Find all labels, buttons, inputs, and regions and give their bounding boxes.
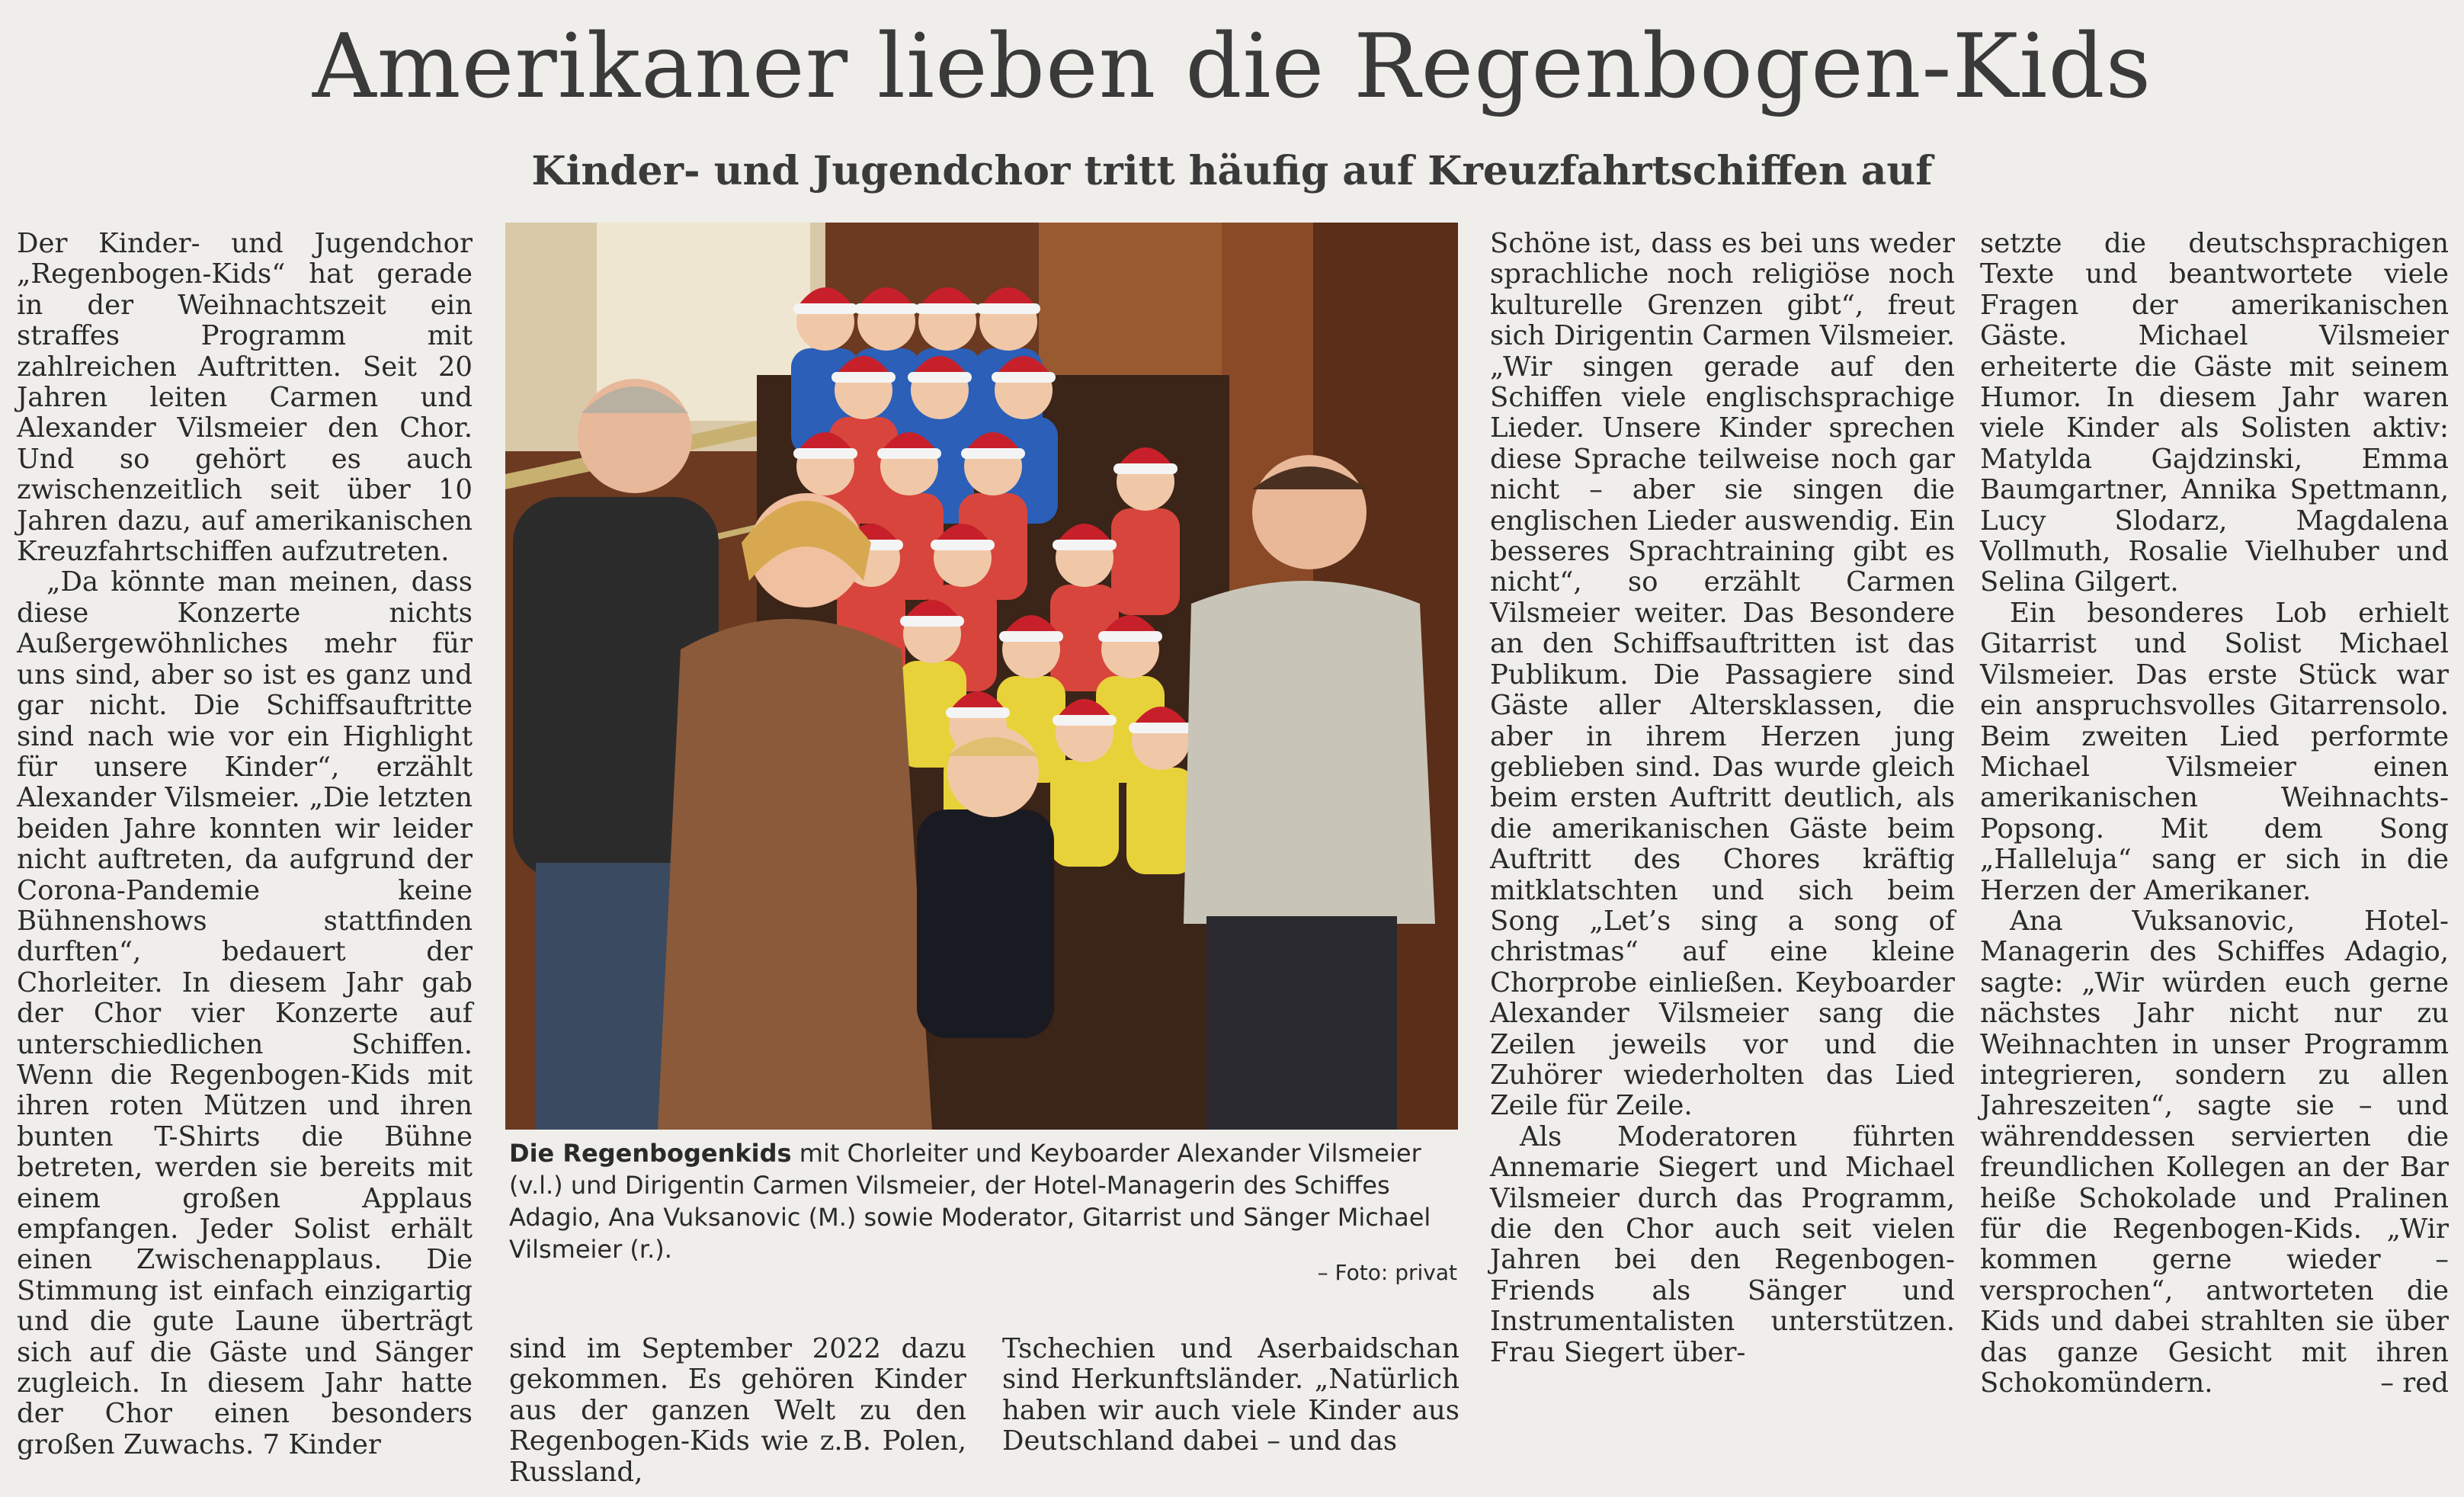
author-signature: – red bbox=[2380, 1367, 2449, 1399]
paragraph: Ein besonderes Lob erhielt Gitarrist und Solist Michael Vilsmeier. Das erste Stück war ein anspruchsvolles Gitarrensolo. Beim zweiten Lied performte Michael Vilsmeier einen amerikanischen Weihnachts-Popsong. Mit dem Song „Halleluja“ sang er sich in die Herzen der Amerikaner. bbox=[1980, 597, 2449, 906]
article-column-4 bbox=[1490, 229, 1955, 1368]
caption-text: mit Chorleiter und Keyboarder Alexander Vilsmeier (v.l.) und Dirigentin Carmen Vilsmeier, der Hotel-Managerin des Schiffes Adagio, Ana Vuksanovic (M.) sowie Moderator, Gitarrist und Sänger Michael Vilsmeier (r.). bbox=[509, 1139, 1431, 1264]
headline: Amerikaner lieben die Regenbogen-Kids bbox=[312, 15, 2152, 118]
paragraph: „Da könnte man meinen, dass diese Konzerte nichts Außergewöhnliches mehr für uns sind, aber so ist es ganz und gar nicht. Die Schiffsauftritte sind nach wie vor ein Highlight für unsere Kinder“, erzählt Alexander Vilsmeier. „Die letzten beiden Jahre konnten wir leider nicht auftreten, da aufgrund der Corona-Pandemie keine Bühnenshows stattfinden durften“, bedauert der Chorleiter. In diesem Jahr gab der Chor vier Konzerte auf unterschiedlichen Schiffen. Wenn die Regenbogen-Kids mit ihren roten Mützen und ihren bunten T-Shirts die Bühne betreten, werden sie bereits mit einem großen Applaus empfangen. Jeder Solist erhält einen Zwischenapplaus. Die Stimmung ist einfach einzigartig und die gute Laune überträgt sich auf die Gäste und Sänger zugleich. In diesem Jahr hatte der Chor einen besonders großen Zuwachs. 7 Kinder bbox=[17, 566, 473, 1460]
paragraph: setzte die deutschsprachigen Texte und beantwortete viele Fragen der amerikanischen Gäste. Michael Vilsmeier erheiterte die Gäste mit seinem Humor. In diesem Jahr waren viele Kinder als Solisten aktiv: Matylda Gajdzinski, Emma Baumgartner, Annika Spettmann, Lucy Slodarz, Magdalena Vollmuth, Rosalie Vielhuber und Selina Gilgert. bbox=[1980, 228, 2449, 598]
paragraph-text: Ana Vuksanovic, Hotel-Managerin des Schiffes Adagio, sagte: „Wir würden euch gerne nächstes Jahr nicht nur zu Weihnachten in unser Programm integrieren, sondern zu allen Jahreszeiten“, sagte sie – und währenddessen servierten die freundlichen Kollegen an der Bar heiße Schokolade und Pralinen für die Regenbogen-Kids. „Wir kommen gerne wieder – versprochen“, antworteten die Kids und dabei strahlten sie über das ganze Gesicht mit ihren Schokomündern. bbox=[1980, 905, 2449, 1399]
paragraph: Tschechien und Aserbaidschan sind Herkunftsländer. „Natürlich haben wir auch viele Kinder aus Deutschland dabei – und das bbox=[1002, 1333, 1459, 1457]
caption-bold: Die Regenbogenkids bbox=[509, 1139, 792, 1168]
article-column-5 bbox=[1980, 229, 2449, 1399]
choir-photo bbox=[505, 223, 1458, 1130]
article-column-1 bbox=[17, 229, 473, 1460]
subheadline: Kinder- und Jugendchor tritt häufig auf Kreuzfahrtschiffen auf bbox=[531, 148, 1933, 194]
photo-credit: – Foto: privat bbox=[1317, 1260, 1457, 1285]
article-column-3-bottom bbox=[1002, 1334, 1459, 1457]
paragraph: Der Kinder- und Jugendchor „Regenbogen-Kids“ hat gerade in der Weihnachtszeit ein straffes Programm mit zahlreichen Auftritten. Seit 20 Jahren leiten Carmen und Alexander Vilsmeier den Chor. Und so gehört es auch zwischenzeitlich seit über 10 Jahren dazu, auf amerikanischen Kreuzfahrtschiffen aufzutreten. bbox=[17, 228, 473, 568]
paragraph: sind im September 2022 dazu gekommen. Es gehören Kinder aus der ganzen Welt zu den Regenbogen-Kids wie z.B. Polen, Russland, bbox=[509, 1333, 966, 1488]
article-column-2-bottom bbox=[509, 1334, 966, 1488]
paragraph: Schöne ist, dass es bei uns weder sprachliche noch religiöse noch kulturelle Grenzen gibt“, freut sich Dirigentin Carmen Vilsmeier. „Wir singen gerade auf den Schiffen viele englischsprachige Lieder. Unsere Kinder sprechen diese Sprache teilweise noch gar nicht – aber sie singen die englischen Lieder auswendig. Ein besseres Sprachtraining gibt es nicht“, so erzählt Carmen Vilsmeier weiter. Das Besondere an den Schiffsauftritten ist das Publikum. Die Passagiere sind Gäste aller Altersklassen, die aber in ihrem Herzen jung geblieben sind. Das wurde gleich beim ersten Auftritt deutlich, als die amerikanischen Gäste beim Auftritt des Chores kräftig mitklatschten und sich beim Song „Let’s sing a song of christmas“ auf eine kleine Chorprobe einließen. Keyboarder Alexander Vilsmeier sang die Zeilen jeweils vor und die Zuhörer wiederholten das Lied Zeile für Zeile. bbox=[1490, 228, 1955, 1122]
photo-caption bbox=[509, 1137, 1458, 1265]
paragraph: Als Moderatoren führten Annemarie Siegert und Michael Vilsmeier durch das Programm, die den Chor auch seit vielen Jahren bei den Regenbogen-Friends als Sänger und Instrumentalisten unterstützen. Frau Siegert über- bbox=[1490, 1120, 1955, 1368]
paragraph bbox=[1980, 906, 2449, 1399]
